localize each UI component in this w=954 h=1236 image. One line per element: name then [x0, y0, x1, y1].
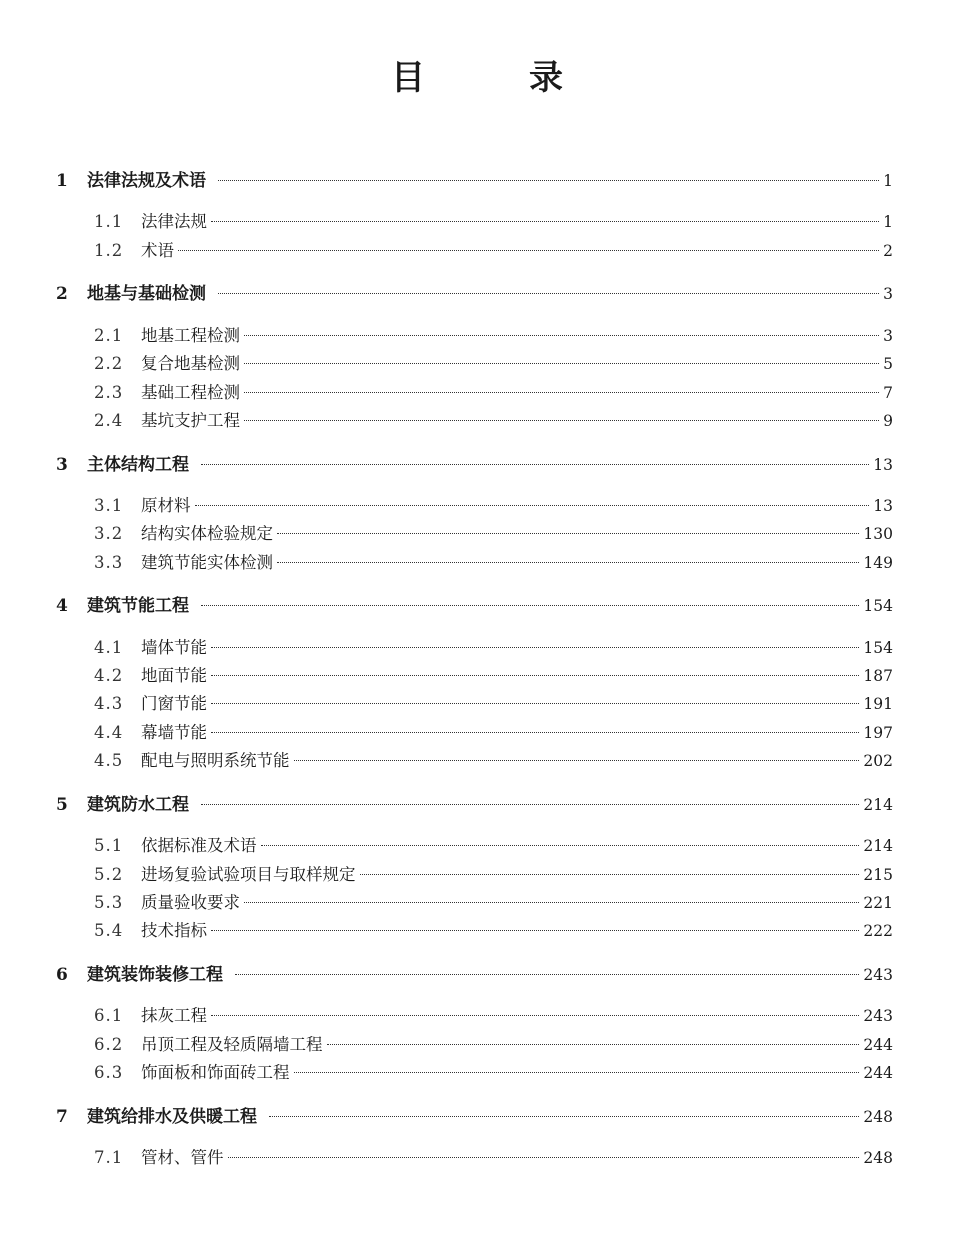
leader-dots: [294, 1072, 860, 1073]
section-number: 3.2: [94, 524, 124, 544]
chapter-title: 建筑防水工程: [87, 794, 189, 815]
section-title: 复合地基检测: [141, 354, 240, 374]
chapter-title: 建筑节能工程: [87, 596, 189, 617]
toc-section-row[interactable]: [56, 747, 893, 775]
section-number: 5.3: [94, 892, 124, 912]
section-page-number: 243: [863, 1007, 893, 1026]
chapter-number: 6: [56, 964, 68, 985]
toc-section-row[interactable]: [56, 492, 893, 520]
chapter-number: 4: [56, 596, 68, 617]
section-page-number: 5: [883, 355, 893, 374]
section-page-number: 221: [863, 893, 893, 912]
section-page-number: 130: [863, 525, 893, 544]
leader-dots: [327, 1044, 860, 1045]
section-title: 地面节能: [141, 666, 207, 686]
chapter-number: 2: [56, 284, 68, 305]
leader-dots: [178, 250, 879, 251]
chapter-number: 3: [56, 454, 68, 475]
section-number: 7.1: [94, 1148, 124, 1168]
leader-dots: [360, 874, 860, 875]
toc-section-row[interactable]: [56, 322, 893, 350]
section-title: 技术指标: [141, 921, 207, 941]
toc-section-row[interactable]: [56, 917, 893, 945]
leader-dots: [211, 703, 859, 704]
section-number: 2.3: [94, 382, 124, 402]
leader-dots: [211, 732, 859, 733]
section-title: 建筑节能实体检测: [141, 552, 273, 572]
toc-chapter-row[interactable]: [56, 960, 893, 988]
section-title: 进场复验试验项目与取样规定: [141, 864, 356, 884]
leader-dots: [269, 1116, 859, 1117]
section-number: 2.1: [94, 325, 124, 345]
leader-dots: [211, 647, 859, 648]
toc-chapter-row[interactable]: [56, 591, 893, 619]
table-of-contents: [56, 166, 893, 1172]
chapter-number: 5: [56, 794, 68, 815]
section-page-number: 1: [883, 213, 893, 232]
leader-dots: [228, 1157, 860, 1158]
section-page-number: 214: [863, 837, 893, 856]
toc-section-row[interactable]: [56, 350, 893, 378]
leader-dots: [195, 505, 870, 506]
chapter-number: 7: [56, 1106, 68, 1127]
toc-section-row[interactable]: [56, 549, 893, 577]
toc-section-row[interactable]: [56, 634, 893, 662]
toc-section-row[interactable]: [56, 690, 893, 718]
section-page-number: 197: [863, 723, 893, 742]
section-number: 2.2: [94, 354, 124, 374]
section-title: 基坑支护工程: [141, 410, 240, 430]
section-title: 饰面板和饰面砖工程: [141, 1063, 290, 1083]
toc-chapter-row[interactable]: [56, 166, 893, 194]
leader-dots: [235, 974, 859, 975]
section-page-number: 187: [863, 667, 893, 686]
section-title: 地基工程检测: [141, 325, 240, 345]
section-page-number: 244: [863, 1035, 893, 1054]
section-number: 5.2: [94, 864, 124, 884]
chapter-page-number: 3: [883, 285, 893, 304]
leader-dots: [218, 180, 879, 181]
leader-dots: [218, 293, 879, 294]
toc-section-row[interactable]: [56, 719, 893, 747]
section-page-number: 202: [863, 752, 893, 771]
toc-section-row[interactable]: [56, 889, 893, 917]
leader-dots: [211, 675, 859, 676]
section-title: 结构实体检验规定: [141, 524, 273, 544]
section-page-number: 244: [863, 1064, 893, 1083]
section-number: 4.3: [94, 694, 124, 714]
section-title: 依据标准及术语: [141, 836, 257, 856]
section-number: 1.2: [94, 240, 124, 260]
toc-chapter-row[interactable]: [56, 279, 893, 307]
section-page-number: 154: [863, 638, 893, 657]
toc-chapter-row[interactable]: [56, 450, 893, 478]
toc-section-row[interactable]: [56, 662, 893, 690]
section-number: 5.1: [94, 836, 124, 856]
leader-dots: [244, 363, 879, 364]
section-title: 幕墙节能: [141, 722, 207, 742]
page-title: [0, 50, 954, 99]
section-title: 吊顶工程及轻质隔墙工程: [141, 1034, 323, 1054]
chapter-page-number: 214: [863, 795, 893, 814]
section-title: 术语: [141, 240, 174, 260]
leader-dots: [201, 605, 859, 606]
leader-dots: [211, 221, 879, 222]
leader-dots: [244, 902, 859, 903]
section-page-number: 9: [883, 411, 893, 430]
chapter-title: 地基与基础检测: [87, 284, 206, 305]
section-page-number: 2: [883, 241, 893, 260]
toc-section-row[interactable]: [56, 1031, 893, 1059]
section-number: 6.3: [94, 1063, 124, 1083]
section-page-number: 191: [863, 695, 893, 714]
section-number: 5.4: [94, 921, 124, 941]
leader-dots: [244, 392, 879, 393]
section-page-number: 3: [883, 326, 893, 345]
chapter-page-number: 248: [863, 1107, 893, 1126]
chapter-title: 建筑给排水及供暖工程: [87, 1106, 257, 1127]
toc-chapter-row[interactable]: [56, 1102, 893, 1130]
leader-dots: [201, 804, 859, 805]
section-title: 抹灰工程: [141, 1006, 207, 1026]
chapter-page-number: 243: [863, 965, 893, 984]
toc-section-row[interactable]: [56, 520, 893, 548]
section-page-number: 222: [863, 922, 893, 941]
section-number: 1.1: [94, 212, 124, 232]
section-number: 2.4: [94, 410, 124, 430]
section-number: 4.4: [94, 722, 124, 742]
toc-section-row[interactable]: [56, 832, 893, 860]
toc-section-row[interactable]: [56, 208, 893, 236]
leader-dots: [244, 420, 879, 421]
leader-dots: [211, 1015, 859, 1016]
toc-section-row[interactable]: [56, 237, 893, 265]
toc-section-row[interactable]: [56, 1059, 893, 1087]
section-page-number: 13: [873, 496, 893, 515]
chapter-title: 主体结构工程: [87, 454, 189, 475]
toc-section-row[interactable]: [56, 1144, 893, 1172]
section-title: 门窗节能: [141, 694, 207, 714]
section-page-number: 215: [863, 865, 893, 884]
toc-section-row[interactable]: [56, 379, 893, 407]
section-number: 4.2: [94, 666, 124, 686]
chapter-page-number: 154: [863, 597, 893, 616]
section-number: 4.1: [94, 637, 124, 657]
chapter-page-number: 13: [873, 455, 893, 474]
leader-dots: [261, 845, 860, 846]
section-number: 3.1: [94, 495, 124, 515]
leader-dots: [211, 930, 859, 931]
leader-dots: [244, 335, 879, 336]
toc-section-row[interactable]: [56, 1002, 893, 1030]
section-title: 质量验收要求: [141, 892, 240, 912]
toc-chapter-row[interactable]: [56, 790, 893, 818]
section-page-number: 7: [883, 383, 893, 402]
section-number: 6.1: [94, 1006, 124, 1026]
chapter-page-number: 1: [883, 172, 893, 190]
section-number: 3.3: [94, 552, 124, 572]
leader-dots: [201, 464, 869, 465]
leader-dots: [277, 562, 859, 563]
section-title: 基础工程检测: [141, 382, 240, 402]
section-title: 法律法规: [141, 212, 207, 232]
page-title-char-2: 录: [529, 58, 563, 98]
leader-dots: [294, 760, 860, 761]
section-number: 4.5: [94, 751, 124, 771]
chapter-title: 法律法规及术语: [87, 171, 206, 191]
leader-dots: [277, 533, 859, 534]
section-title: 配电与照明系统节能: [141, 751, 290, 771]
chapter-number: 1: [56, 171, 68, 191]
toc-section-row[interactable]: [56, 407, 893, 435]
page-title-char-1: 目: [391, 58, 425, 98]
section-number: 6.2: [94, 1034, 124, 1054]
section-title: 墙体节能: [141, 637, 207, 657]
toc-section-row[interactable]: [56, 861, 893, 889]
section-title: 原材料: [141, 495, 191, 515]
section-title: 管材、管件: [141, 1148, 224, 1168]
section-page-number: 248: [863, 1149, 893, 1168]
section-page-number: 149: [863, 553, 893, 572]
chapter-title: 建筑装饰装修工程: [87, 964, 223, 985]
